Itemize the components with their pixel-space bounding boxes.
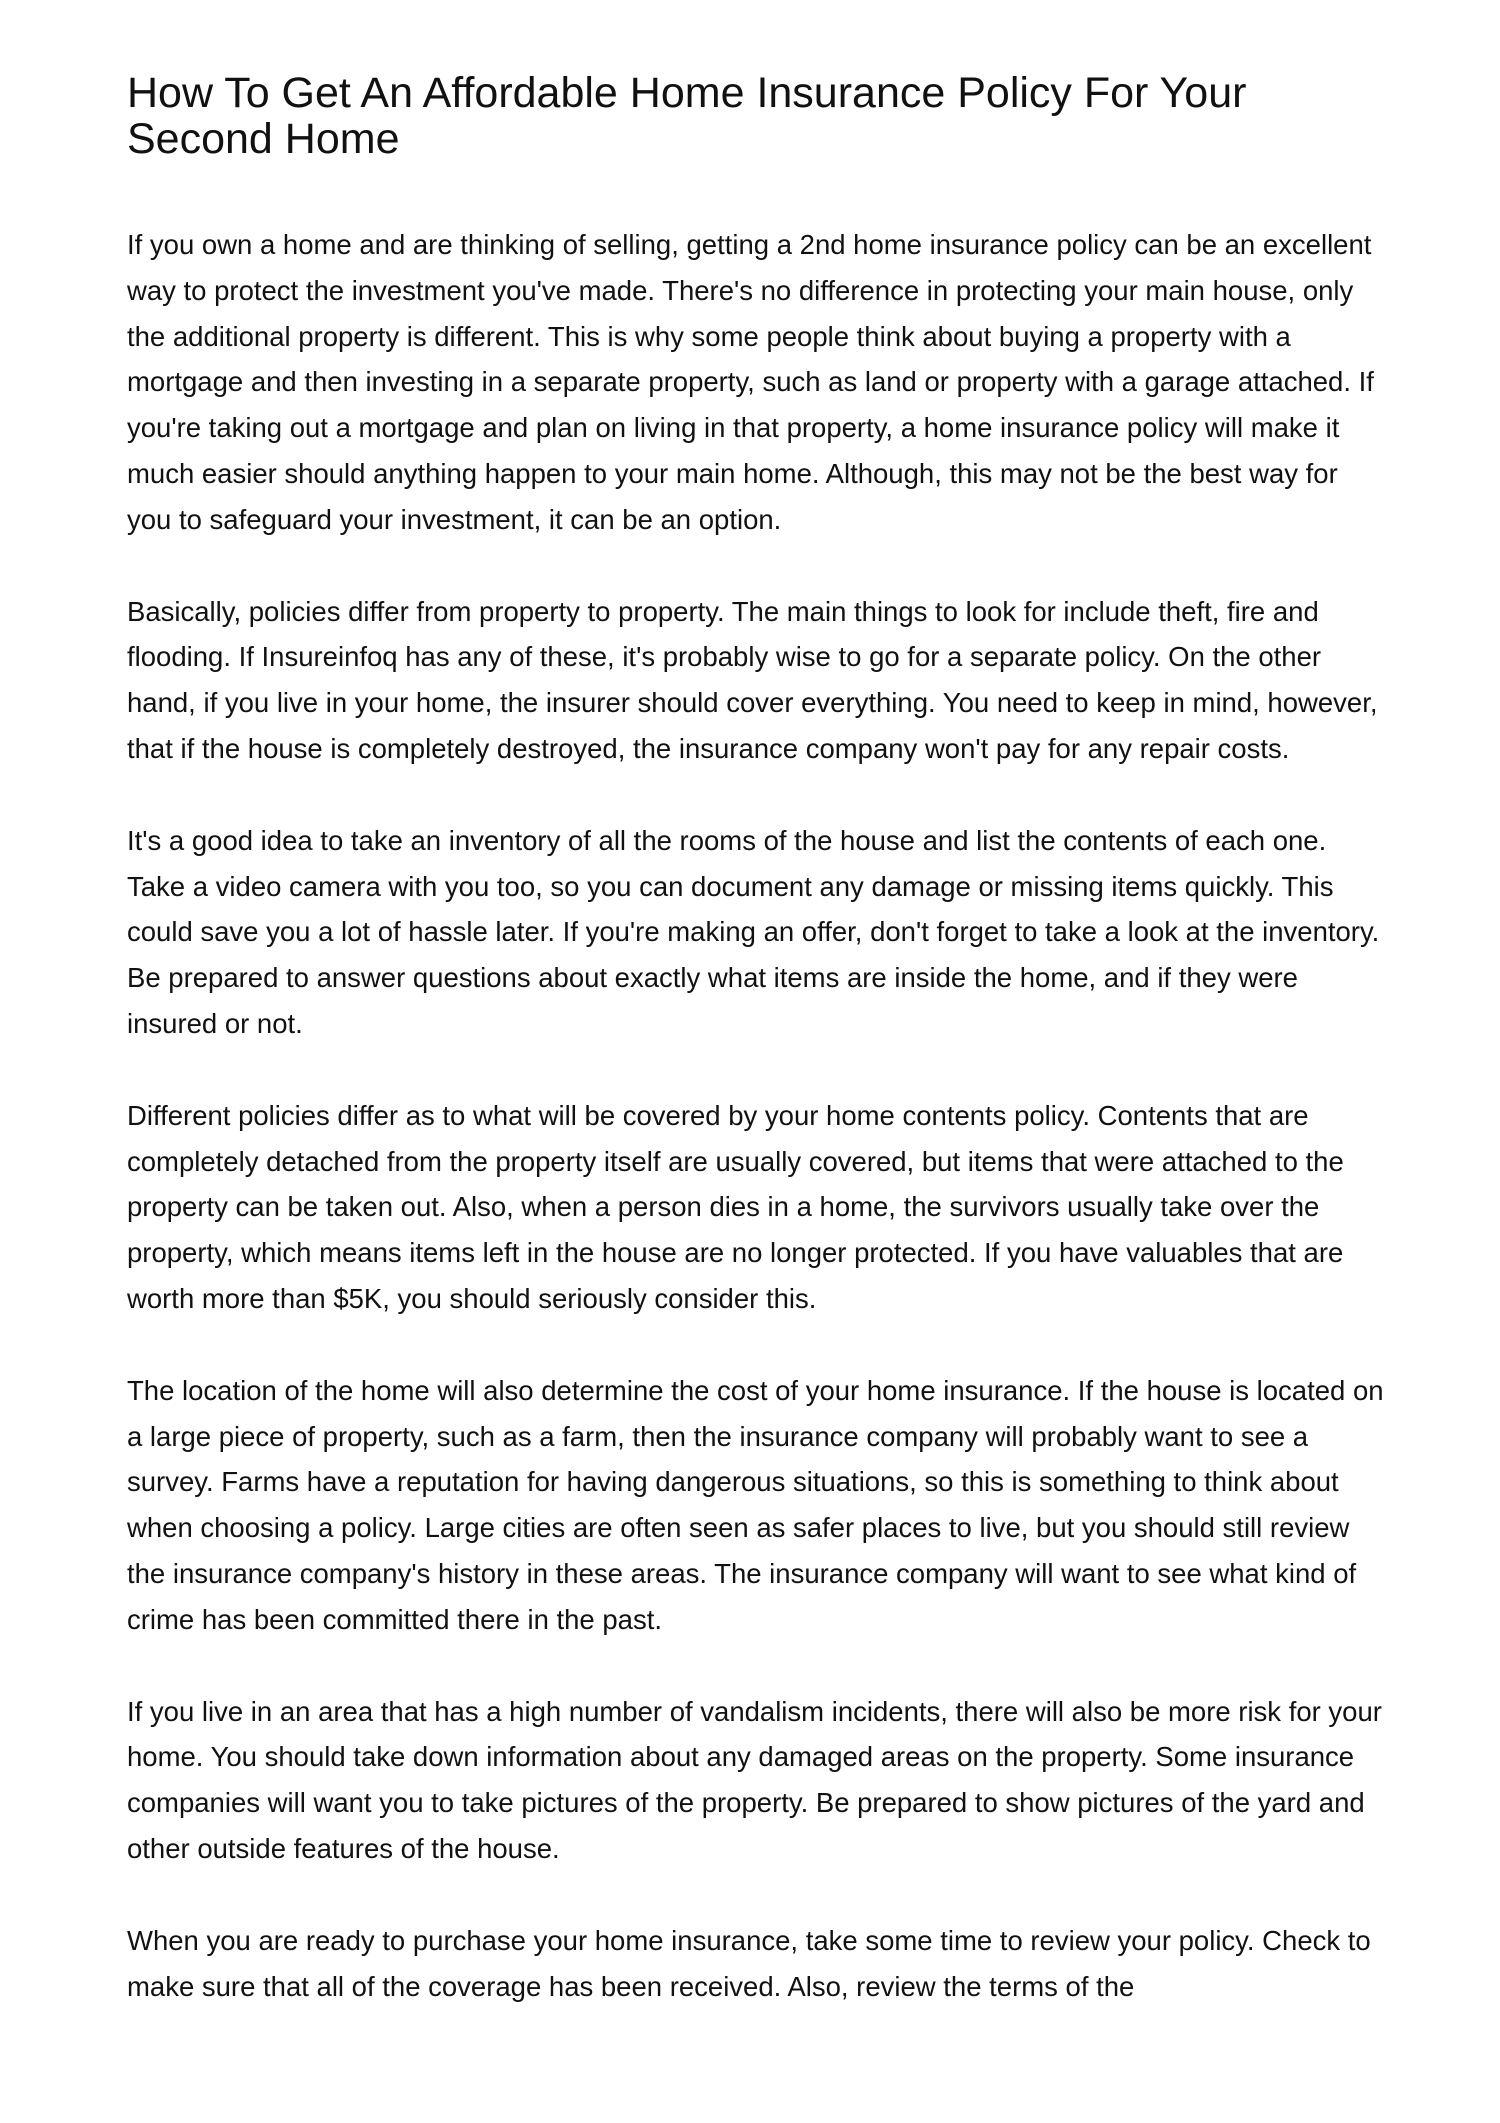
paragraph: Different policies differ as to what will be covered by your home contents policy. Contents that are completely detached from the property itself are usually covered, but items that were attached to the property can be taken out. Also, when a person dies in a home, the survivors usually take over the property, which means items left in the house are no longer protected. If you have valuables that are worth more than $5K, you should seriously consider this.	[127, 1099, 1344, 1314]
paragraph: If you live in an area that has a high number of vandalism incidents, there will also be more risk for your home. You should take down information about any damaged areas on the property. Some insurance companies will want you to take pictures of the property. Be prepared to show pictures of the yard and other outside features of the house.	[127, 1695, 1382, 1864]
paragraph: The location of the home will also determine the cost of your home insurance. If the house is located on a large piece of property, such as a farm, then the insurance company will probably want to see a survey. Farms have a reputation for having dangerous situations, so this is something to think about when choosing a policy. Large cities are often seen as safer places to live, but you should still review the insurance company's history in these areas. The insurance company will want to see what kind of crime has been committed there in the past.	[127, 1374, 1384, 1635]
document-title: How To Get An Affordable Home Insurance Policy For Your Second Home	[127, 69, 1247, 163]
document-page	[127, 70, 1387, 2055]
paragraph: Basically, policies differ from property to property. The main things to look for include theft, fire and flooding. If Insureinfoq has any of these, it's probably wise to go for a separate policy. On the other hand, if you live in your home, the insurer should cover everything. You need to keep in mind, however, that if the house is completely destroyed, the insurance company won't pay for any repair costs.	[127, 595, 1378, 764]
document-body	[127, 222, 1387, 2009]
paragraph: When you are ready to purchase your home insurance, take some time to review your policy. Check to make sure that all of the coverage has been received. Also, review the terms of the	[127, 1924, 1371, 2002]
paragraph: It's a good idea to take an inventory of all the rooms of the house and list the contents of each one. Take a video camera with you too, so you can document any damage or missing items quickly. This could save you a lot of hassle later. If you're making an offer, don't forget to take a look at the inventory. Be prepared to answer questions about exactly what items are inside the home, and if they were insured or not.	[127, 824, 1380, 1039]
paragraph: If you own a home and are thinking of selling, getting a 2nd home insurance policy can be an excellent way to protect the investment you've made. There's no difference in protecting your main house, only the additional property is different. This is why some people think about buying a property with a mortgage and then investing in a separate property, such as land or property with a garage attached. If you're taking out a mortgage and plan on living in that property, a home insurance policy will make it much easier should anything happen to your main home. Although, this may not be the best way for you to safeguard your investment, it can be an option.	[127, 229, 1374, 535]
